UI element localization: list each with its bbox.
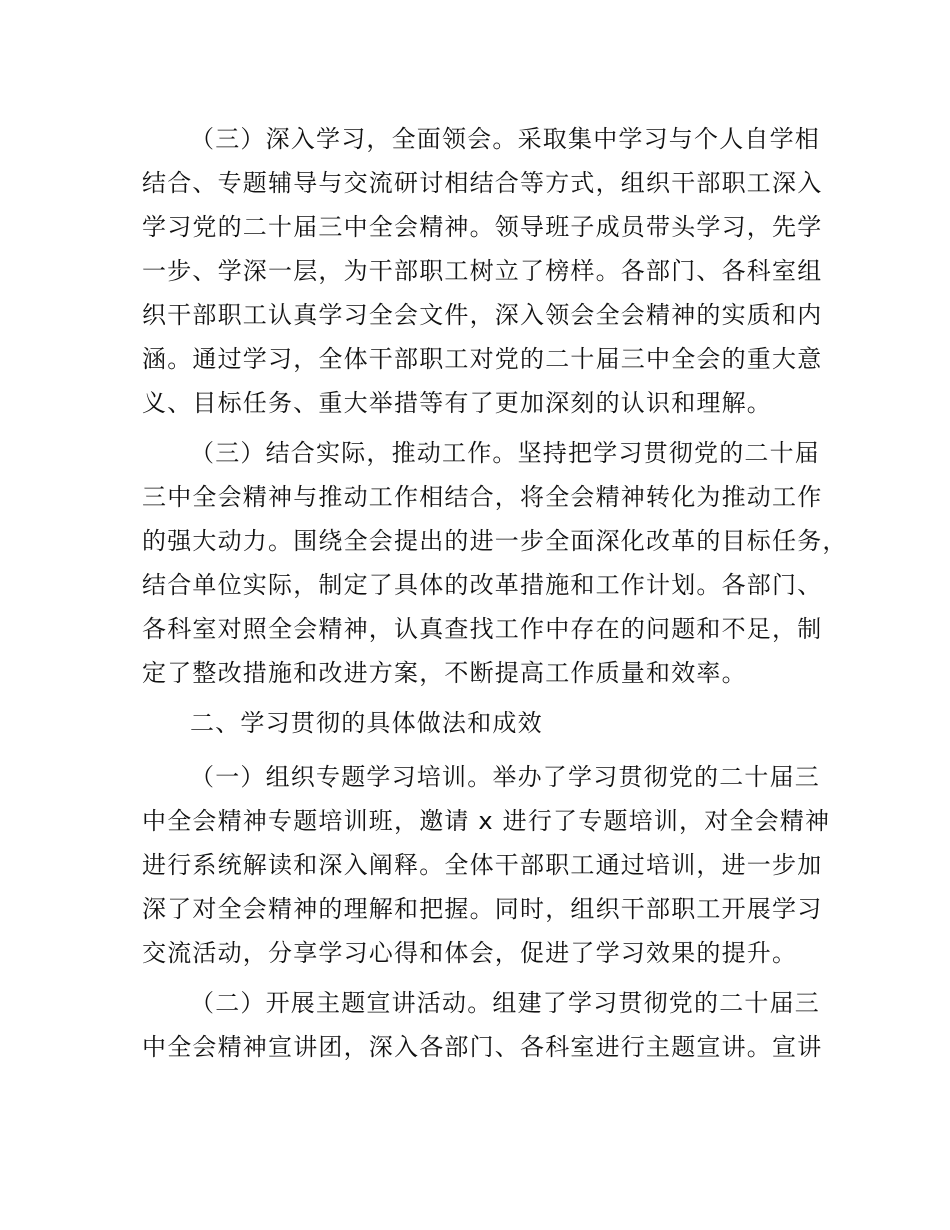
- paragraph-2-line-1: （三）结合实际，推动工作。坚持把学习贯彻党的二十届: [190, 439, 820, 467]
- paragraph-2-line-2: 三中全会精神与推动工作相结合，将全会精神转化为推动工作: [142, 483, 823, 511]
- paragraph-3-line-3: 进行系统解读和深入阐释。全体干部职工通过培训，进一步加: [142, 851, 823, 879]
- paragraph-1-line-1: （三）深入学习，全面领会。采取集中学习与个人自学相: [190, 125, 820, 153]
- paragraph-1-line-5: 织干部职工认真学习全会文件，深入领会全会精神的实质和内: [142, 301, 823, 329]
- paragraph-1-line-3: 学习党的二十届三中全会精神。领导班子成员带头学习，先学: [142, 213, 823, 241]
- paragraph-3-line-4: 深了对全会精神的理解和把握。同时，组织干部职工开展学习: [142, 895, 823, 923]
- paragraph-1-line-4: 一步、学深一层，为干部职工树立了榜样。各部门、各科室组: [142, 257, 823, 285]
- paragraph-1-line-7: 义、目标任务、重大举措等有了更加深刻的认识和理解。: [142, 389, 772, 417]
- paragraph-2-line-5: 各科室对照全会精神，认真查找工作中存在的问题和不足，制: [142, 615, 823, 643]
- paragraph-1-line-6: 涵。通过学习，全体干部职工对党的二十届三中全会的重大意: [142, 345, 823, 373]
- section-heading: 二、学习贯彻的具体做法和成效: [190, 709, 543, 737]
- paragraph-3-line-1: （一）组织专题学习培训。举办了学习贯彻党的二十届三: [190, 763, 820, 791]
- paragraph-1-line-2: 结合、专题辅导与交流研讨相结合等方式，组织干部职工深入: [142, 169, 823, 197]
- paragraph-3-line-5: 交流活动，分享学习心得和体会，促进了学习效果的提升。: [142, 939, 798, 967]
- paragraph-2-line-6: 定了整改措施和改进方案，不断提高工作质量和效率。: [142, 659, 747, 687]
- paragraph-2-line-3: 的强大动力。围绕全会提出的进一步全面深化改革的目标任务，: [142, 527, 848, 555]
- paragraph-2-line-4: 结合单位实际，制定了具体的改革措施和工作计划。各部门、: [142, 571, 823, 599]
- paragraph-4-line-2: 中全会精神宣讲团，深入各部门、各科室进行主题宣讲。宣讲: [142, 1033, 823, 1061]
- paragraph-4-line-1: （二）开展主题宣讲活动。组建了学习贯彻党的二十届三: [190, 989, 820, 1017]
- paragraph-3-line-2: 中全会精神专题培训班，邀请 x 进行了专题培训，对全会精神: [142, 807, 831, 835]
